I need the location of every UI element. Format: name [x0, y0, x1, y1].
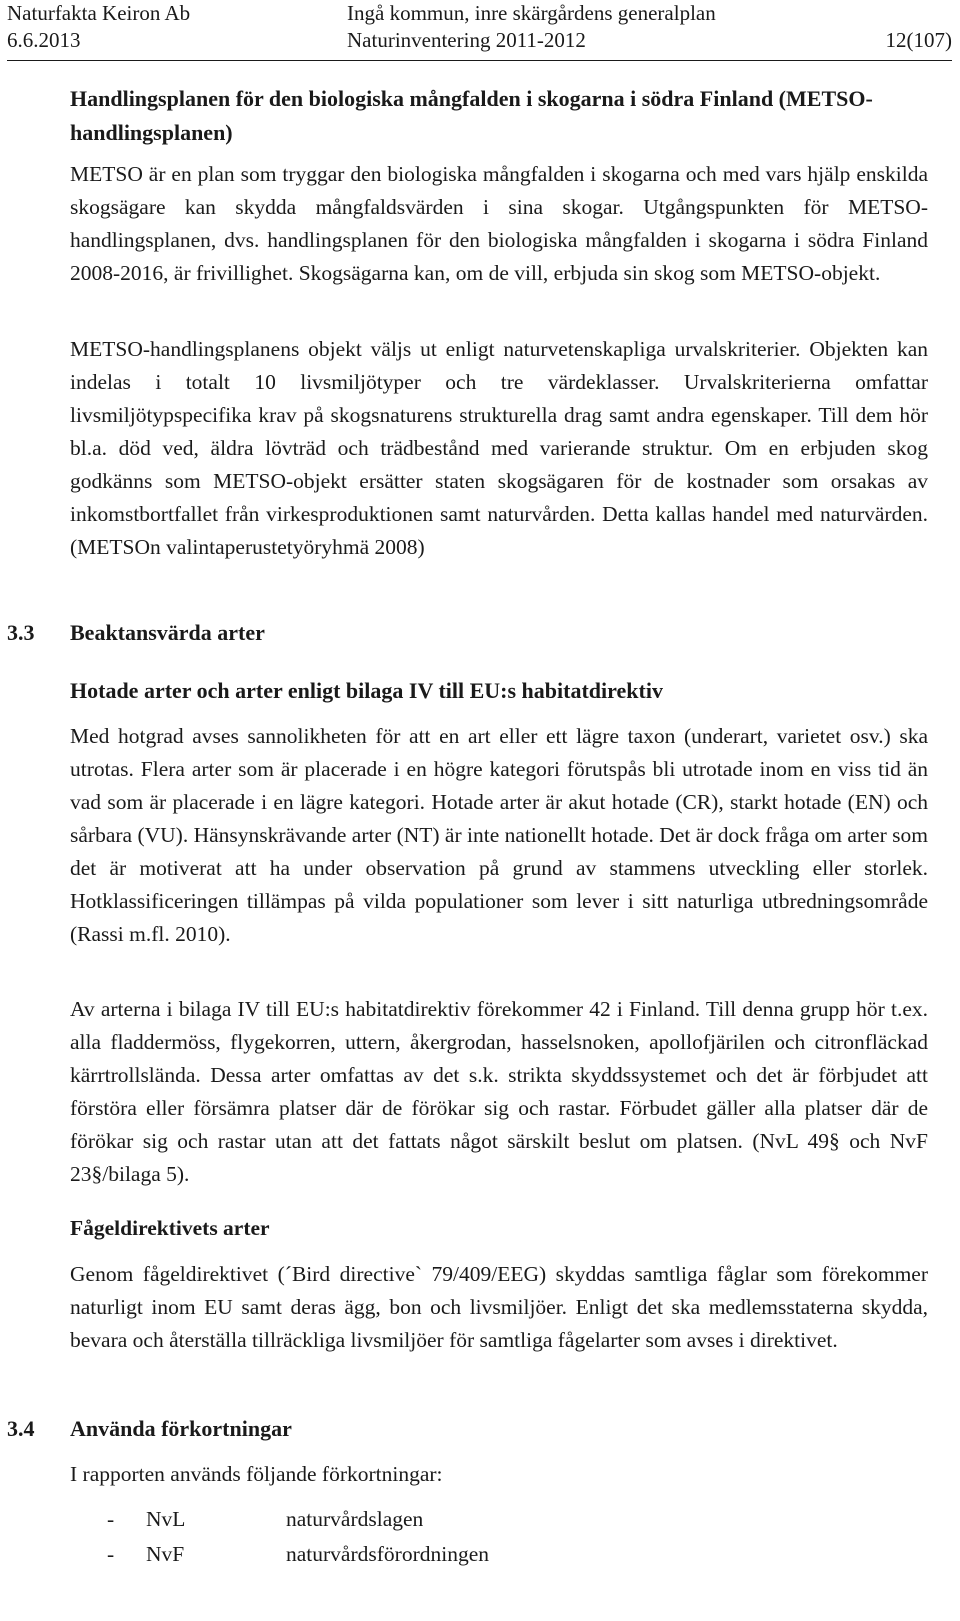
document-date: 6.6.2013 [7, 28, 81, 52]
abbreviation-key: NvF [146, 1542, 185, 1566]
company-name: Naturfakta Keiron Ab [7, 1, 191, 25]
project-title: Ingå kommun, inre skärgårdens generalplan [347, 1, 716, 25]
threat-paragraph: Med hotgrad avses sannolikheten för att en art eller ett lägre taxon (underart, varietet osv.) ska utrotas. Flera arter som är placerade i en högre kategori förutspås bli utrotade inom en viss tid än vad som är placerade i en lägre kategori. Hotade arter är akut hotade (CR), starkt hotade (EN) och sårbara (VU). Hänsynskrävande arter (NT) är inte nationellt hotade. Det är dock fråga om arter som det är motiverat att ha under observation på grund av stammens utveckling eller storlek. Hotklassificeringen tillämpas på vilda populationer som lever i sitt naturliga utbredningsområde (Rassi m.fl. 2010). [70, 724, 928, 946]
section-number: 3.4 [7, 1416, 35, 1441]
abbreviation-value: naturvårdslagen [286, 1507, 424, 1531]
list-dash: - [107, 1507, 115, 1531]
section-title: Beaktansvärda arter [70, 620, 265, 645]
metso-paragraph-1: METSO är en plan som tryggar den biologiska mångfalden i skogarna och med vars hjälp enskilda skogsägare kan skydda mångfaldsvärden i sina skogar. Utgångspunkten för METSO-handlingsplanen, dvs. handlingsplanen för den biologiska mångfalden i skogarna i södra Finland 2008-2016, är frivillighet. Skogsägarna kan, om de vill, erbjuda sin skog som METSO-objekt. [70, 162, 928, 285]
page-header [7, 0, 952, 61]
metso-paragraph-2: METSO-handlingsplanens objekt väljs ut enligt naturvetenskapliga urvalskriterier. Objekten kan indelas i totalt 10 livsmiljötyper och tre värdeklasser. Urvalskriterierna omfattar livsmiljötypspecifika krav på skogsnaturens strukturella drag samt andra egenskaper. Till dem hör bl.a. död ved, äldra lövträd och trädbestånd med varierande struktur. Om en erbjuden skog godkänns som METSO-objekt ersätter staten skogsägaren för de kostnader som orsakas av inkomstbortfallet från virkesproduktionen samt naturvården. Detta kallas handel med naturvärden. (METSOn valintaperustetyöryhmä 2008) [70, 337, 928, 559]
section-title: Använda förkortningar [70, 1416, 292, 1441]
bird-directive-heading: Fågeldirektivets arter [70, 1216, 270, 1240]
section-number: 3.3 [7, 620, 35, 645]
abbreviation-value: naturvårdsförordningen [286, 1542, 489, 1566]
list-dash: - [107, 1542, 115, 1566]
abbreviation-key: NvL [146, 1507, 186, 1531]
habitat-directive-paragraph: Av arterna i bilaga IV till EU:s habitatdirektiv förekommer 42 i Finland. Till denna grupp hör t.ex. alla fladdermöss, flygekorren, uttern, åkergrodan, hasselsnoken, apollofjärilen och citronfläckad kärrtrollslända. Dessa arter omfattas av det s.k. strikta skyddssystemet och det är förbjudet att förstöra eller försämra platser där de förökar sig och rastar. Förbudet gäller alla platser där de förökar sig och rastar utan att det fattats något särskilt beslut om platsen. (NvL 49§ och NvF 23§/bilaga 5). [70, 997, 928, 1186]
page-number: 12(107) [885, 28, 952, 52]
metso-heading: Handlingsplanen för den biologiska mångfalden i skogarna i södra Finland (METSO-handlingsplanen) [70, 86, 873, 145]
threatened-species-heading: Hotade arter och arter enligt bilaga IV till EU:s habitatdirektiv [70, 678, 663, 703]
document-subtitle: Naturinventering 2011-2012 [347, 28, 586, 52]
abbreviations-intro: I rapporten används följande förkortningar: [70, 1462, 443, 1486]
bird-directive-paragraph: Genom fågeldirektivet (´Bird directive` 79/409/EEG) skyddas samtliga fåglar som förekommer naturligt inom EU samt deras ägg, bon och livsmiljöer. Enligt det ska medlemsstaterna skydda, bevara och återställa tillräckliga livsmiljöer för samtliga fågelarter som avses i direktivet. [70, 1262, 928, 1352]
